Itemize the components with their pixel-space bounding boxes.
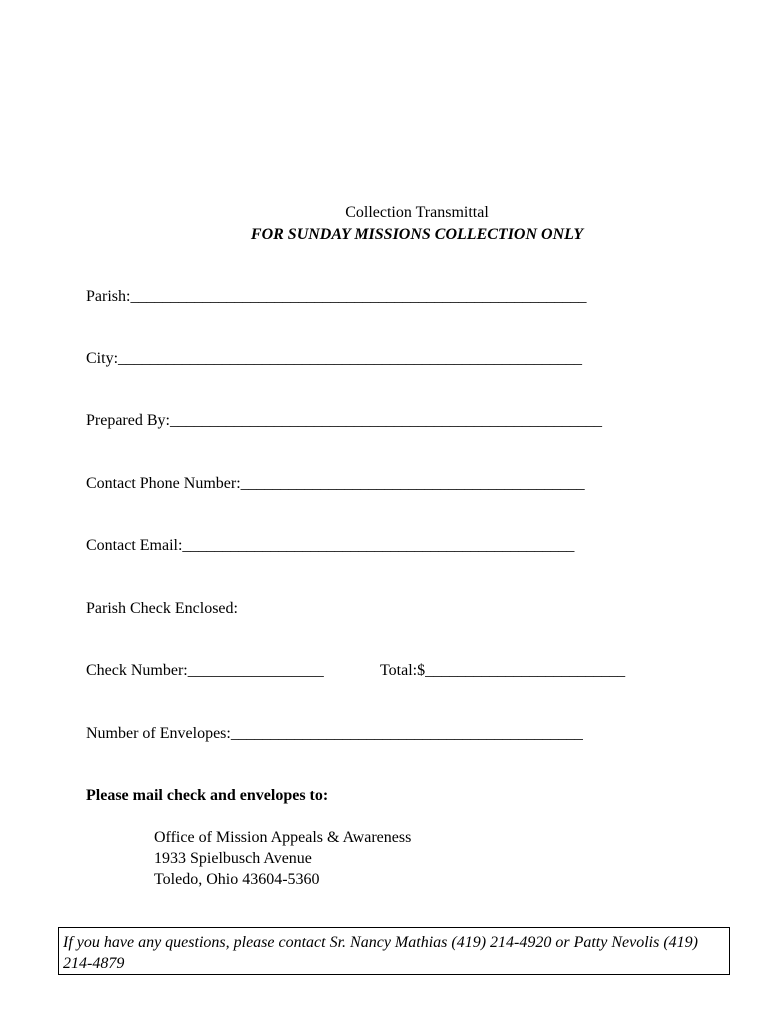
address-line-street: 1933 Spielbusch Avenue xyxy=(154,850,312,867)
check-enclosed-label: Parish Check Enclosed: xyxy=(86,600,238,617)
city-field[interactable]: City:__________________________________________________________ xyxy=(86,350,583,367)
contact-email-field[interactable]: Contact Email:_________________________________________________ xyxy=(86,537,575,554)
contact-note-text: If you have any questions, please contact Sr. Nancy Mathias (419) 214-4920 or Patty Nevolis (419) 214-4879 xyxy=(63,934,698,972)
parish-field[interactable]: Parish:_________________________________________________________ xyxy=(86,288,587,305)
check-number-field[interactable]: Check Number:_________________ xyxy=(86,662,324,679)
address-line-city: Toledo, Ohio 43604-5360 xyxy=(154,871,320,888)
contact-note-box xyxy=(58,927,730,975)
total-field[interactable]: Total:$_________________________ xyxy=(380,662,626,679)
form-title: Collection Transmittal xyxy=(345,204,489,221)
mailing-address xyxy=(154,827,411,890)
mail-heading: Please mail check and envelopes to: xyxy=(86,787,329,804)
address-line-office: Office of Mission Appeals & Awareness xyxy=(154,829,412,846)
form-subtitle: FOR SUNDAY MISSIONS COLLECTION ONLY xyxy=(250,226,584,243)
envelopes-field[interactable]: Number of Envelopes:____________________________________________ xyxy=(86,725,583,742)
contact-phone-field[interactable]: Contact Phone Number:___________________________________________ xyxy=(86,475,585,492)
prepared-by-field[interactable]: Prepared By:______________________________________________________ xyxy=(86,412,602,429)
